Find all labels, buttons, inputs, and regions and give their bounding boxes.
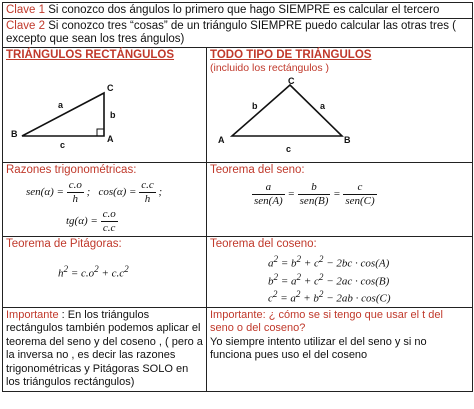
right-triangle-figure bbox=[6, 62, 202, 154]
pitagoras-cell bbox=[3, 237, 207, 308]
left-tri-C: C bbox=[107, 83, 114, 93]
header-row bbox=[3, 48, 473, 163]
clave1-row bbox=[3, 3, 473, 19]
seno-formula: $\frac{a}{\text{sen(A)}}$ = $\frac{b}{\text{sen(B)}}$ = $\frac{c}{\text{sen(C)}}$ bbox=[254, 181, 375, 207]
clave2-row bbox=[3, 19, 473, 48]
clave2-cell bbox=[3, 19, 473, 48]
importante-right-answer: Yo siempre intento utilizar el del seno y si no funciona pues uso el del coseno bbox=[210, 335, 427, 362]
importante-left-cell bbox=[3, 307, 207, 391]
coseno-formulas: $a^2 = b^2 + c^2 - 2bc \cdot \cos(A)$ $b^2 = a^2 + c^2 - 2ac \cdot \cos(B)$ $c^2 = a^2 + b^2 - 2ab \cdot \cos(C)$ bbox=[268, 254, 391, 305]
clave1-cell bbox=[3, 3, 473, 19]
right-header: TODO TIPO DE TRIÁNGULOS bbox=[210, 49, 372, 61]
right-header-cell bbox=[207, 48, 473, 163]
formulas-row-1 bbox=[3, 163, 473, 237]
left-header: TRIÁNGULOS RECTÁNGULOS bbox=[6, 49, 175, 61]
right-tri-a: a bbox=[320, 101, 326, 111]
right-tri-c: c bbox=[286, 144, 292, 154]
clave1-label: Clave 1 bbox=[6, 4, 45, 16]
coseno-cell bbox=[207, 237, 473, 308]
pitagoras-title: Teorema de Pitágoras: bbox=[6, 238, 122, 250]
left-tri-B: B bbox=[11, 129, 18, 139]
importante-left-text: : En los triángulos rectángulos también podemos aplicar el teorema del seno y del coseno , ( pero a la inversa no , es decir las razones trigonométricas y Pitágoras SOLO en los triángulos rectángulos) bbox=[6, 308, 203, 389]
summary-sheet bbox=[2, 2, 472, 392]
importante-left-label: Importante bbox=[6, 308, 59, 321]
right-tri-A: A bbox=[218, 135, 225, 145]
seno-title: Teorema del seno: bbox=[210, 164, 305, 176]
left-tri-A: A bbox=[107, 134, 114, 144]
importante-row bbox=[3, 307, 473, 391]
razones-cell bbox=[3, 163, 207, 237]
razones-title: Razones trigonométricas: bbox=[6, 164, 137, 176]
left-header-cell bbox=[3, 48, 207, 163]
left-tri-a: a bbox=[58, 100, 64, 110]
importante-right-question: Importante: ¿ cómo se si tengo que usar el t del seno o del coseno? bbox=[210, 308, 443, 335]
right-subheader: (incluido los rectángulos ) bbox=[210, 62, 330, 74]
right-tri-b: b bbox=[252, 101, 258, 111]
formulas-row-2 bbox=[3, 237, 473, 308]
razones-formulas: sen(α) = $\frac{c.o}{h}$ ; cos(α) = $\frac{c.c}{h}$ ; tg(α) = $\frac{c.o}{c.c}$ bbox=[26, 179, 163, 234]
importante-right-cell bbox=[207, 307, 473, 391]
right-tri-B: B bbox=[344, 135, 351, 145]
left-tri-b: b bbox=[110, 110, 116, 120]
left-tri-c: c bbox=[60, 140, 66, 150]
coseno-title: Teorema del coseno: bbox=[210, 238, 317, 250]
clave2-label: Clave 2 bbox=[6, 20, 45, 32]
pitagoras-formula: $h^2 = c.o^2 + c.c^2$ bbox=[58, 264, 129, 280]
trig-summary-table bbox=[2, 2, 473, 392]
seno-cell bbox=[207, 163, 473, 237]
clave1-text: Si conozco dos ángulos lo primero que hago SIEMPRE es calcular el tercero bbox=[45, 4, 440, 16]
right-tri-C: C bbox=[288, 76, 295, 86]
clave2-text: Si conozco tres “cosas” de un triángulo SIEMPRE puedo calcular las otras tres ( excepto que sean los tres ángulos) bbox=[6, 20, 456, 45]
general-triangle-figure bbox=[210, 75, 468, 157]
